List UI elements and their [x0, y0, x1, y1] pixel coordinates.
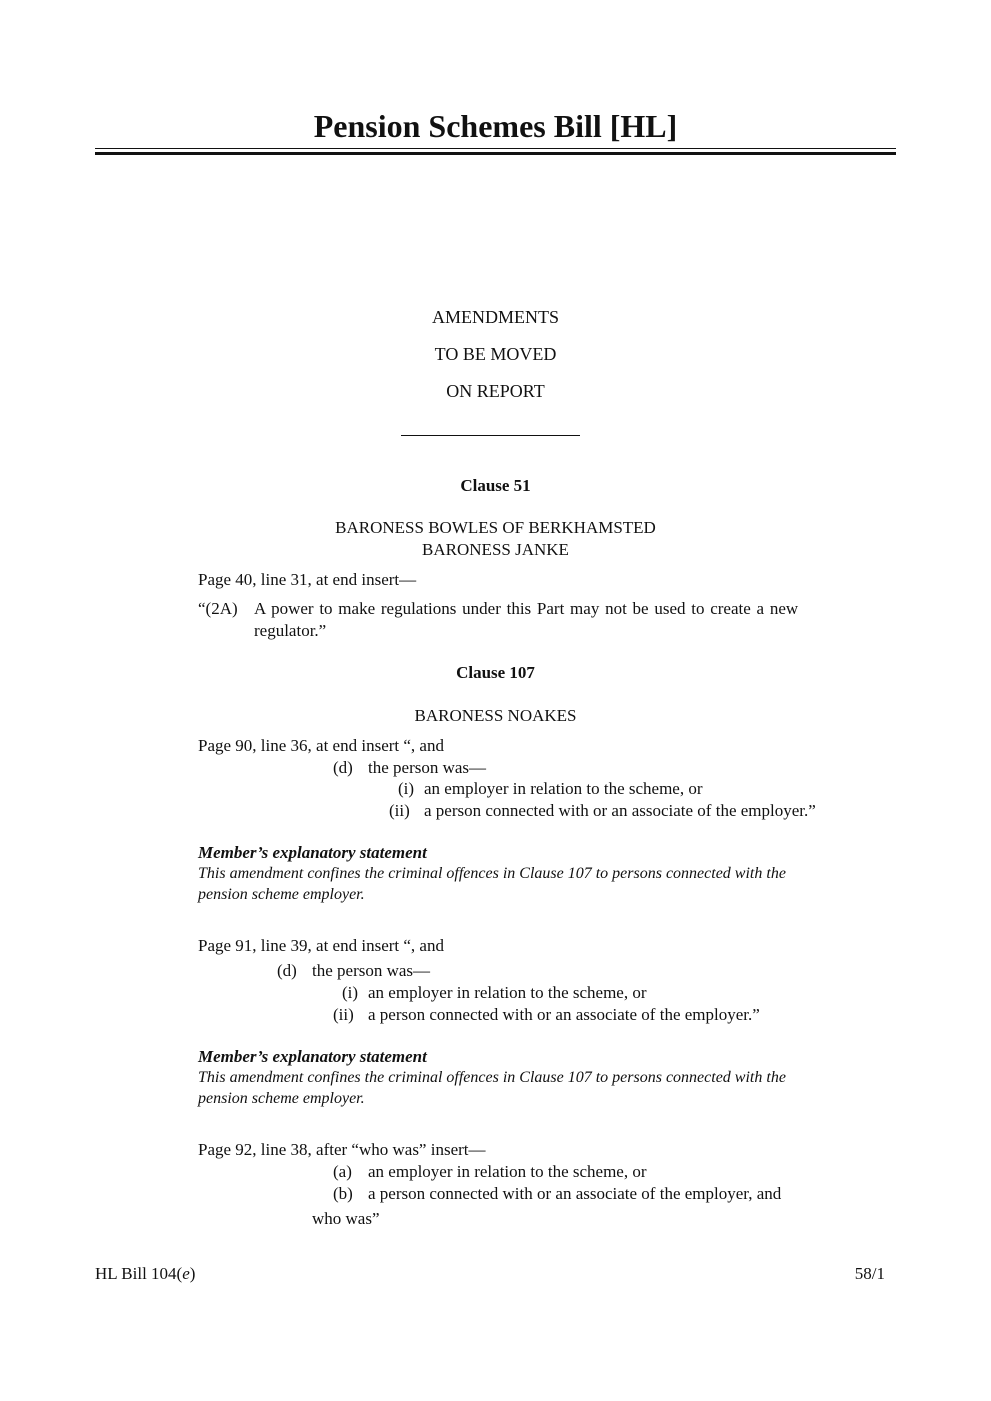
item-label: (a) — [333, 1162, 352, 1181]
clause-heading: Clause 51 — [460, 476, 531, 495]
item-label: (i) — [398, 779, 415, 798]
statement-text: pension scheme employer. — [198, 886, 365, 903]
item-text: a person connected with or an associate of the employer.” — [368, 1005, 760, 1024]
statement-title: Member’s explanatory statement — [198, 1047, 427, 1066]
statement-title: Member’s explanatory statement — [198, 843, 427, 862]
item-label: (ii) — [333, 1005, 354, 1024]
bill-close: ) — [189, 1264, 196, 1283]
item-label: (d) — [333, 758, 353, 777]
item-text: the person was— — [312, 961, 431, 980]
item-label: (ii) — [389, 801, 410, 820]
bill-reference — [95, 1264, 195, 1284]
amendment-instruction: Page 91, line 39, at end insert “, and — [198, 936, 444, 955]
item-label: (b) — [333, 1184, 353, 1203]
page-number: 58/1 — [854, 1264, 885, 1283]
section-divider — [401, 435, 580, 436]
amendment-instruction: Page 92, line 38, after “who was” insert— — [198, 1140, 486, 1159]
item-text: the person was— — [368, 758, 487, 777]
amendment-text: regulator.” — [254, 621, 327, 640]
item-text: an employer in relation to the scheme, or — [424, 779, 703, 798]
member-name: BARONESS NOAKES — [414, 706, 577, 725]
heading-line: ON REPORT — [446, 381, 545, 401]
item-label: (d) — [277, 961, 297, 980]
title-rule-thin — [95, 148, 896, 149]
clause-heading: Clause 107 — [456, 663, 535, 682]
heading-line: TO BE MOVED — [434, 344, 557, 364]
member-name: BARONESS BOWLES OF BERKHAMSTED — [335, 518, 656, 537]
member-name: BARONESS JANKE — [422, 540, 569, 559]
item-text: who was” — [312, 1209, 380, 1228]
item-text: an employer in relation to the scheme, or — [368, 1162, 647, 1181]
amendment-text: A power to make regulations under this Part may not be used to create a new — [254, 599, 799, 618]
item-text: a person connected with or an associate of the employer.” — [424, 801, 816, 820]
heading-line: AMENDMENTS — [431, 307, 559, 327]
item-text: a person connected with or an associate of the employer, and — [368, 1184, 782, 1203]
title-rule-thick — [95, 152, 896, 155]
item-label: “(2A) — [198, 599, 238, 618]
statement-text: This amendment confines the criminal offences in Clause 107 to persons connected with the — [198, 865, 786, 882]
amendment-instruction: Page 40, line 31, at end insert— — [198, 570, 417, 589]
document-title: Pension Schemes Bill [HL] — [313, 108, 678, 144]
statement-text: pension scheme employer. — [198, 1090, 365, 1107]
item-text: an employer in relation to the scheme, or — [368, 983, 647, 1002]
amendment-instruction: Page 90, line 36, at end insert “, and — [198, 736, 444, 755]
bill-prefix: HL Bill 104( — [95, 1264, 183, 1283]
bill-suffix-letter: e — [182, 1264, 190, 1283]
statement-text: This amendment confines the criminal offences in Clause 107 to persons connected with the — [198, 1069, 786, 1086]
item-label: (i) — [342, 983, 359, 1002]
